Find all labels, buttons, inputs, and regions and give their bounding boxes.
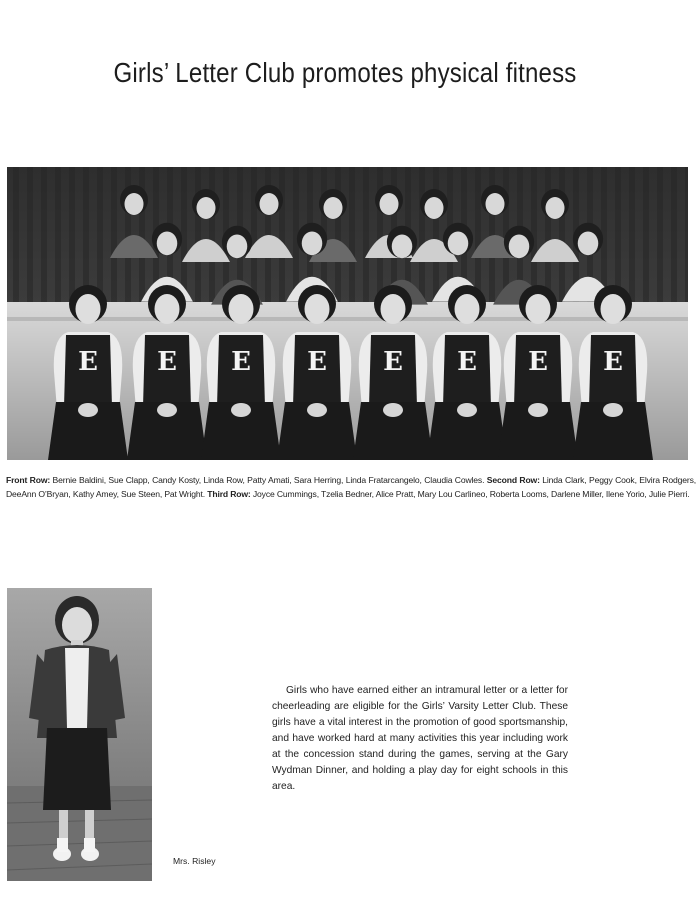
curtain-fold	[111, 167, 117, 302]
curtain-fold	[13, 167, 19, 302]
member-hands	[231, 403, 251, 417]
curtain-fold	[685, 167, 688, 302]
portrait-right-leg	[85, 810, 94, 840]
sweater-letter: E	[157, 347, 177, 377]
curtain-fold	[55, 167, 61, 302]
curtain-fold	[419, 167, 425, 302]
curtain-fold	[559, 167, 565, 302]
third-row-names: Joyce Cummings, Tzelia Bedner, Alice Pratt, Mary Lou Carlineo, Roberta Looms, Darlene Miller, Ilene Yorio, Julie Pierri.	[252, 489, 690, 499]
portrait-left-sock	[57, 838, 68, 852]
curtain-fold	[27, 167, 33, 302]
front-row-names: Bernie Baldini, Sue Clapp, Candy Kosty, Linda Row, Patty Amati, Sara Herring, Linda Fratarcangelo, Claudia Cowles.	[52, 475, 485, 485]
member-face	[455, 294, 480, 324]
member-hands	[528, 403, 548, 417]
article-body: Girls who have earned either an intramural letter or a letter for cheerleading are eligible for the Girls’ Varsity Letter Club. These girls have a vital interest in the promotion of good sportsmanship, and have worked hard at many activities this year including work at the concession stand during the games, serving at the Gary Wydman Dinner, and holding a play day for eight schools in this area.	[272, 685, 568, 793]
curtain-fold	[83, 167, 89, 302]
curtain-fold	[279, 167, 285, 302]
member-face	[157, 231, 178, 255]
sweater-letter: E	[603, 347, 623, 377]
member-face	[125, 193, 144, 215]
curtain-fold	[629, 167, 635, 302]
sweater-letter: E	[307, 347, 327, 377]
curtain-fold	[181, 167, 187, 302]
sweater-letter: E	[528, 347, 548, 377]
member-face	[324, 197, 343, 219]
member-face	[197, 197, 216, 219]
portrait-skirt	[43, 728, 111, 810]
member-face	[155, 294, 180, 324]
curtain-fold	[349, 167, 355, 302]
second-row-names: Linda Clark, Peggy Cook, Elvira Rodgers, DeeAnn O’Bryan, Kathy Amey, Sue Steen, Pat Wright.	[6, 475, 696, 499]
member-face	[305, 294, 330, 324]
member-face	[601, 294, 626, 324]
member-hands	[603, 403, 623, 417]
member-hands	[157, 403, 177, 417]
curtain-fold	[97, 167, 103, 302]
member-face	[380, 193, 399, 215]
member-hands	[78, 403, 98, 417]
curtain-fold	[363, 167, 369, 302]
curtain-fold	[335, 167, 341, 302]
portrait-photo	[7, 588, 152, 881]
member-face	[509, 234, 530, 258]
member-face	[448, 231, 469, 255]
member-face	[486, 193, 505, 215]
group-photo	[7, 167, 688, 460]
stage-edge	[7, 317, 688, 321]
third-row-label: Third Row:	[207, 489, 251, 499]
curtain-fold	[615, 167, 621, 302]
member-face	[425, 197, 444, 219]
curtain-fold	[69, 167, 75, 302]
portrait-illustration	[7, 588, 152, 881]
sweater-letter: E	[457, 347, 477, 377]
member-face	[381, 294, 406, 324]
curtain-fold	[251, 167, 257, 302]
group-caption	[6, 473, 696, 501]
portrait-face	[62, 607, 92, 643]
member-hands	[383, 403, 403, 417]
front-row-label: Front Row:	[6, 475, 51, 485]
portrait-blouse	[65, 648, 89, 728]
curtain-fold	[643, 167, 649, 302]
portrait-left-leg	[59, 810, 68, 840]
curtain-fold	[545, 167, 551, 302]
member-face	[229, 294, 254, 324]
member-hands	[457, 403, 477, 417]
member-face	[578, 231, 599, 255]
portrait-right-sock	[84, 838, 95, 852]
portrait-caption: Mrs. Risley	[173, 856, 216, 866]
member-face	[546, 197, 565, 219]
member-face	[526, 294, 551, 324]
curtain-fold	[41, 167, 47, 302]
sweater-letter: E	[383, 347, 403, 377]
curtain-fold	[657, 167, 663, 302]
sweater-letter: E	[78, 347, 98, 377]
member-face	[392, 234, 413, 258]
curtain-fold	[195, 167, 201, 302]
second-row-label: Second Row:	[486, 475, 540, 485]
curtain-fold	[433, 167, 439, 302]
curtain-fold	[671, 167, 677, 302]
page-title: Girls’ Letter Club promotes physical fitness	[113, 56, 577, 88]
member-face	[260, 193, 279, 215]
member-face	[76, 294, 101, 324]
member-face	[227, 234, 248, 258]
curtain-fold	[475, 167, 481, 302]
sweater-letter: E	[231, 347, 251, 377]
group-photo-illustration	[7, 167, 688, 460]
member-hands	[307, 403, 327, 417]
member-face	[302, 231, 323, 255]
curtain-fold	[209, 167, 215, 302]
